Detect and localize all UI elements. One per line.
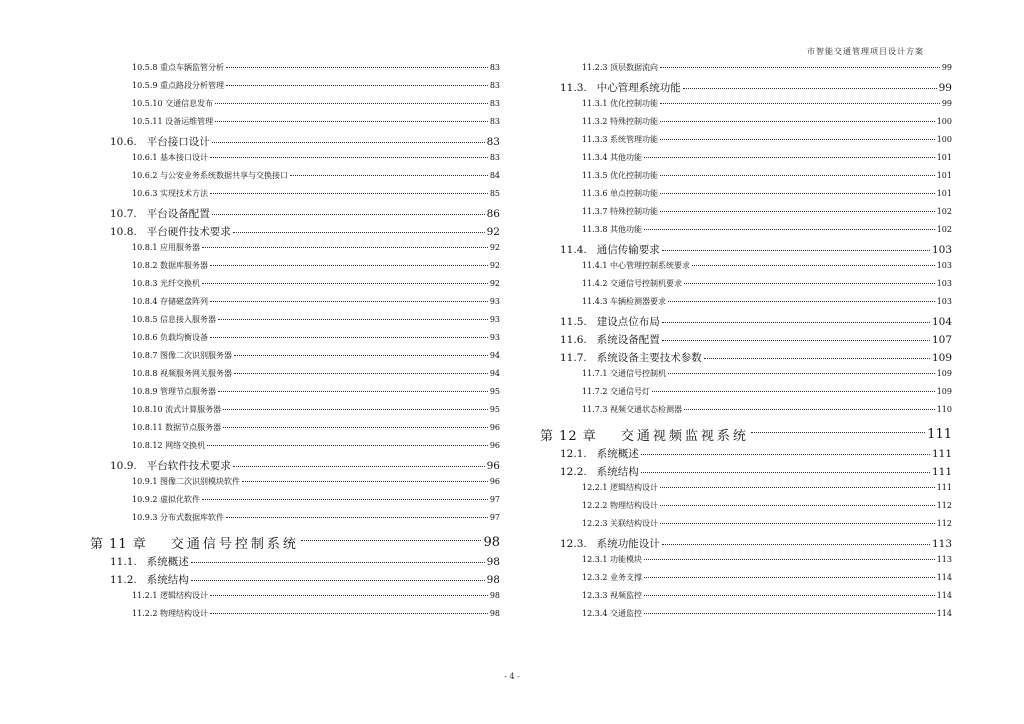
page-ref: 92 — [489, 279, 500, 288]
page-ref: 114 — [936, 609, 952, 618]
toc-subsection-entry[interactable] — [90, 242, 500, 260]
page-ref: 86 — [486, 208, 500, 220]
page-ref: 114 — [936, 573, 952, 582]
toc-subsection-entry[interactable] — [540, 482, 952, 500]
toc-subsection-entry[interactable] — [540, 572, 952, 590]
chapter-title: 交通信号控制系统 — [170, 536, 299, 552]
page-ref: 101 — [936, 189, 952, 198]
subsection-title: 10.9.2 虚拟化软件 — [132, 495, 200, 504]
section-title: 系统设备主要技术参数 — [596, 352, 702, 364]
dot-leader — [210, 337, 488, 338]
subsection-title: 12.2.2 物理结构设计 — [582, 501, 658, 510]
toc-subsection-entry[interactable] — [540, 278, 952, 296]
dot-leader — [660, 103, 940, 104]
section-title: 平台设备配置 — [146, 208, 210, 220]
page-ref: 109 — [931, 352, 952, 364]
section-title: 中心管理系统功能 — [596, 82, 681, 94]
subsection-title: 10.8.11 数据节点服务器 — [132, 423, 222, 432]
dot-leader — [644, 559, 935, 560]
dot-leader — [226, 67, 488, 68]
toc-subsection-entry[interactable] — [540, 224, 952, 242]
page-ref: 98 — [486, 574, 500, 586]
dot-leader — [652, 391, 935, 392]
subsection-title: 10.8.1 应用服务器 — [132, 243, 200, 252]
section-title: 系统结构 — [146, 574, 189, 586]
page-ref: 94 — [489, 369, 500, 378]
subsection-title: 11.3.6 单点控制功能 — [582, 189, 658, 198]
toc-subsection-entry[interactable] — [90, 98, 500, 116]
chapter-number: 第 12 章 — [540, 428, 597, 444]
page-ref: 110 — [936, 405, 952, 414]
section-title: 通信传输要求 — [596, 244, 660, 256]
dot-leader — [660, 211, 935, 212]
dot-leader — [223, 427, 488, 428]
dot-leader — [660, 139, 935, 140]
section-number: 10.6. — [110, 136, 137, 148]
toc-subsection-entry[interactable] — [90, 512, 500, 530]
document-header: 市智能交通管理项目设计方案 — [807, 47, 924, 56]
dot-leader — [233, 466, 485, 467]
dot-leader — [212, 214, 485, 215]
page-ref: 103 — [936, 261, 952, 270]
dot-leader — [226, 517, 488, 518]
subsection-title: 10.8.7 图像二次识别服务器 — [132, 351, 232, 360]
page-ref: 107 — [931, 334, 952, 346]
dot-leader — [212, 142, 485, 143]
page-ref: 113 — [931, 538, 952, 550]
dot-leader — [684, 409, 935, 410]
subsection-title: 12.3.4 交通监控 — [582, 609, 642, 618]
subsection-title: 10.8.4 存储磁盘阵列 — [132, 297, 208, 306]
toc-left-column — [90, 62, 500, 626]
dot-leader — [641, 454, 930, 455]
toc-section-entry[interactable] — [90, 572, 500, 590]
toc-subsection-entry[interactable] — [540, 98, 952, 116]
toc-subsection-entry[interactable] — [90, 440, 500, 458]
dot-leader — [191, 562, 485, 563]
toc-subsection-entry[interactable] — [90, 590, 500, 608]
subsection-title: 12.3.2 业务支撑 — [582, 573, 642, 582]
toc-subsection-entry[interactable] — [90, 404, 500, 422]
subsection-title: 11.3.8 其他功能 — [582, 225, 642, 234]
subsection-title: 12.2.1 逻辑结构设计 — [582, 483, 658, 492]
section-title: 系统功能设计 — [596, 538, 660, 550]
toc-subsection-entry[interactable] — [540, 296, 952, 314]
section-number: 10.9. — [110, 460, 137, 472]
dot-leader — [644, 577, 935, 578]
page-ref: 83 — [489, 153, 500, 162]
subsection-title: 11.7.2 交通信号灯 — [582, 387, 650, 396]
subsection-title: 10.8.5 信息接入服务器 — [132, 315, 216, 324]
toc-subsection-entry[interactable] — [540, 170, 952, 188]
toc-subsection-entry[interactable] — [540, 500, 952, 518]
dot-leader — [191, 580, 485, 581]
dot-leader — [644, 157, 935, 158]
toc-subsection-entry[interactable] — [90, 116, 500, 134]
dot-leader — [660, 175, 935, 176]
page-ref: 98 — [489, 609, 500, 618]
page-ref: 109 — [936, 369, 952, 378]
toc-subsection-entry[interactable] — [540, 386, 952, 404]
toc-subsection-entry[interactable] — [90, 476, 500, 494]
dot-leader — [218, 319, 488, 320]
subsection-title: 10.6.1 基本接口设计 — [132, 153, 208, 162]
toc-section-entry[interactable] — [540, 314, 952, 332]
page-ref: 94 — [489, 351, 500, 360]
toc-section-entry[interactable] — [90, 554, 500, 572]
toc-chapter-entry[interactable] — [540, 422, 952, 446]
section-title: 系统概述 — [146, 556, 189, 568]
dot-leader — [290, 175, 488, 176]
toc-subsection-entry[interactable] — [540, 260, 952, 278]
dot-leader — [215, 103, 488, 104]
subsection-title: 11.7.3 视频交通状态检测器 — [582, 405, 682, 414]
page-ref: 104 — [931, 316, 952, 328]
dot-leader — [226, 85, 488, 86]
dot-leader — [644, 595, 935, 596]
page-ref: 101 — [936, 171, 952, 180]
dot-leader — [215, 121, 488, 122]
toc-subsection-entry[interactable] — [540, 188, 952, 206]
subsection-title: 10.5.10 交通信息发布 — [132, 99, 214, 108]
dot-leader — [207, 445, 488, 446]
dot-leader — [662, 544, 930, 545]
section-number: 12.1. — [560, 448, 587, 460]
subsection-title: 11.3.4 其他功能 — [582, 153, 642, 162]
subsection-title: 10.8.8 视频服务网关服务器 — [132, 369, 232, 378]
subsection-title: 11.4.1 中心管理控制系统要求 — [582, 261, 690, 270]
section-number: 12.2. — [560, 466, 587, 478]
page-ref: 112 — [936, 519, 952, 528]
dot-leader — [668, 373, 935, 374]
subsection-title: 11.2.3 顶层数据流向 — [582, 63, 658, 72]
toc-section-entry[interactable] — [540, 332, 952, 350]
dot-leader — [234, 355, 488, 356]
toc-subsection-entry[interactable] — [540, 152, 952, 170]
page-ref: 83 — [489, 99, 500, 108]
section-title: 系统结构 — [596, 466, 639, 478]
page-ref: 96 — [489, 477, 500, 486]
section-number: 11.2. — [110, 574, 137, 586]
subsection-title: 10.8.9 管理节点服务器 — [132, 387, 216, 396]
toc-subsection-entry[interactable] — [90, 296, 500, 314]
toc-right-column — [540, 62, 952, 626]
page-ref: 93 — [489, 297, 500, 306]
page-ref: 93 — [489, 315, 500, 324]
subsection-title: 10.5.8 重点车辆监管分析 — [132, 63, 224, 72]
subsection-title: 10.8.3 光纤交换机 — [132, 279, 200, 288]
page-ref: 83 — [489, 81, 500, 90]
page-ref: 114 — [936, 591, 952, 600]
dot-leader — [662, 250, 930, 251]
page-ref: 92 — [489, 261, 500, 270]
page-ref: 99 — [941, 99, 952, 108]
dot-leader — [223, 409, 488, 410]
dot-leader — [660, 487, 935, 488]
toc-section-entry[interactable] — [90, 458, 500, 476]
dot-leader — [660, 67, 940, 68]
page-ref: 102 — [936, 225, 952, 234]
section-title: 建设点位布局 — [596, 316, 660, 328]
toc-subsection-entry[interactable] — [90, 422, 500, 440]
toc-subsection-entry[interactable] — [90, 152, 500, 170]
chapter-title: 交通视频监视系统 — [620, 428, 749, 444]
subsection-title: 10.8.10 流式计算服务器 — [132, 405, 222, 414]
toc-subsection-entry[interactable] — [90, 350, 500, 368]
dot-leader — [202, 247, 488, 248]
toc-subsection-entry[interactable] — [540, 554, 952, 572]
toc-subsection-entry[interactable] — [90, 368, 500, 386]
subsection-title: 10.5.9 重点路段分析管理 — [132, 81, 224, 90]
dot-leader — [234, 373, 488, 374]
dot-leader — [704, 358, 930, 359]
dot-leader — [660, 523, 935, 524]
section-number: 11.6. — [560, 334, 587, 346]
toc-section-entry[interactable] — [540, 446, 952, 464]
toc-section-entry[interactable] — [540, 350, 952, 368]
section-title: 平台软件技术要求 — [146, 460, 231, 472]
subsection-title: 10.6.3 实现技术方法 — [132, 189, 208, 198]
toc-subsection-entry[interactable] — [540, 62, 952, 80]
subsection-title: 11.7.1 交通信号控制机 — [582, 369, 666, 378]
subsection-title: 12.3.3 视频监控 — [582, 591, 642, 600]
section-number: 10.8. — [110, 226, 137, 238]
toc-subsection-entry[interactable] — [540, 590, 952, 608]
page-ref: 103 — [936, 279, 952, 288]
subsection-title: 10.8.6 负载均衡设备 — [132, 333, 208, 342]
dot-leader — [660, 193, 935, 194]
page-ref: 113 — [936, 555, 952, 564]
toc-subsection-entry[interactable] — [540, 116, 952, 134]
section-title: 系统设备配置 — [596, 334, 660, 346]
dot-leader — [210, 193, 488, 194]
page-ref: 103 — [936, 297, 952, 306]
page-ref: 100 — [936, 135, 952, 144]
page-ref: 92 — [486, 226, 500, 238]
page-ref: 83 — [486, 136, 500, 148]
toc-subsection-entry[interactable] — [90, 260, 500, 278]
dot-leader — [692, 265, 935, 266]
toc-section-entry[interactable] — [540, 464, 952, 482]
dot-leader — [668, 301, 935, 302]
toc-subsection-entry[interactable] — [90, 62, 500, 80]
toc-subsection-entry[interactable] — [90, 314, 500, 332]
toc-subsection-entry[interactable] — [540, 404, 952, 422]
subsection-title: 11.3.5 优化控制功能 — [582, 171, 658, 180]
page-ref: 95 — [489, 387, 500, 396]
dot-leader — [662, 340, 930, 341]
dot-leader — [644, 613, 935, 614]
subsection-title: 10.5.11 设备运维管理 — [132, 117, 214, 126]
subsection-title: 10.9.1 图像二次识别模块软件 — [132, 477, 240, 486]
dot-leader — [751, 432, 925, 433]
subsection-title: 11.2.2 物理结构设计 — [132, 609, 208, 618]
page-ref: 99 — [941, 63, 952, 72]
toc-subsection-entry[interactable] — [90, 188, 500, 206]
page-ref: 98 — [483, 534, 500, 550]
page-ref: 96 — [489, 423, 500, 432]
toc-subsection-entry[interactable] — [540, 206, 952, 224]
toc-subsection-entry[interactable] — [90, 278, 500, 296]
toc-section-entry[interactable] — [540, 242, 952, 260]
page-ref: 96 — [486, 460, 500, 472]
toc-subsection-entry[interactable] — [90, 170, 500, 188]
dot-leader — [684, 283, 935, 284]
subsection-title: 10.8.12 网络交换机 — [132, 441, 206, 450]
page-ref: 93 — [489, 333, 500, 342]
page-number: - 4 - — [504, 672, 520, 681]
section-number: 11.1. — [110, 556, 137, 568]
page-ref: 92 — [489, 243, 500, 252]
toc-subsection-entry[interactable] — [90, 332, 500, 350]
page-ref: 98 — [489, 591, 500, 600]
subsection-title: 11.2.1 逻辑结构设计 — [132, 591, 208, 600]
dot-leader — [210, 301, 488, 302]
dot-leader — [202, 283, 488, 284]
dot-leader — [210, 613, 488, 614]
page-ref: 112 — [936, 501, 952, 510]
dot-leader — [660, 505, 935, 506]
toc-section-entry[interactable] — [90, 206, 500, 224]
section-number: 11.3. — [560, 82, 587, 94]
toc-subsection-entry[interactable] — [90, 608, 500, 626]
section-title: 系统概述 — [596, 448, 639, 460]
page-ref: 96 — [489, 441, 500, 450]
page-ref: 111 — [931, 448, 952, 460]
page-ref: 84 — [489, 171, 500, 180]
subsection-title: 11.3.2 特殊控制功能 — [582, 117, 658, 126]
dot-leader — [233, 232, 485, 233]
subsection-title: 12.3.1 功能模块 — [582, 555, 642, 564]
page-ref: 111 — [927, 426, 952, 442]
page-ref: 85 — [489, 189, 500, 198]
section-number: 10.7. — [110, 208, 137, 220]
page-ref: 83 — [489, 117, 500, 126]
dot-leader — [641, 472, 930, 473]
dot-leader — [202, 499, 488, 500]
dot-leader — [210, 157, 488, 158]
toc-section-entry[interactable] — [90, 134, 500, 152]
dot-leader — [218, 391, 488, 392]
toc-subsection-entry[interactable] — [90, 494, 500, 512]
page-ref: 111 — [931, 466, 952, 478]
page-ref: 83 — [489, 63, 500, 72]
page-ref: 101 — [936, 153, 952, 162]
section-title: 平台硬件技术要求 — [146, 226, 231, 238]
dot-leader — [301, 540, 482, 541]
page-ref: 99 — [938, 82, 952, 94]
page-ref: 102 — [936, 207, 952, 216]
section-title: 平台接口设计 — [146, 136, 210, 148]
section-number: 11.4. — [560, 244, 587, 256]
page-ref: 109 — [936, 387, 952, 396]
subsection-title: 11.4.3 车辆检测器要求 — [582, 297, 666, 306]
subsection-title: 10.6.2 与公安业务系统数据共享与交换接口 — [132, 171, 288, 180]
page-ref: 98 — [486, 556, 500, 568]
section-number: 12.3. — [560, 538, 587, 550]
dot-leader — [210, 265, 488, 266]
subsection-title: 11.4.2 交通信号控制机要求 — [582, 279, 682, 288]
page-ref: 97 — [489, 513, 500, 522]
subsection-title: 12.2.3 关联结构设计 — [582, 519, 658, 528]
dot-leader — [242, 481, 488, 482]
toc-subsection-entry[interactable] — [540, 608, 952, 626]
toc-subsection-entry[interactable] — [540, 518, 952, 536]
page-ref: 97 — [489, 495, 500, 504]
chapter-number: 第 11 章 — [90, 536, 147, 552]
section-number: 11.5. — [560, 316, 587, 328]
page-ref: 95 — [489, 405, 500, 414]
dot-leader — [644, 229, 935, 230]
page-ref: 100 — [936, 117, 952, 126]
toc-subsection-entry[interactable] — [540, 368, 952, 386]
toc-chapter-entry[interactable] — [90, 530, 500, 554]
dot-leader — [683, 88, 937, 89]
subsection-title: 10.8.2 数据库服务器 — [132, 261, 208, 270]
toc-subsection-entry[interactable] — [90, 80, 500, 98]
dot-leader — [662, 322, 930, 323]
toc-subsection-entry[interactable] — [90, 386, 500, 404]
subsection-title: 10.9.3 分布式数据库软件 — [132, 513, 224, 522]
dot-leader — [660, 121, 935, 122]
dot-leader — [210, 595, 488, 596]
subsection-title: 11.3.1 优化控制功能 — [582, 99, 658, 108]
page-ref: 103 — [931, 244, 952, 256]
page-ref: 111 — [936, 483, 952, 492]
toc-section-entry[interactable] — [540, 536, 952, 554]
subsection-title: 11.3.3 系统管理功能 — [582, 135, 658, 144]
toc-section-entry[interactable] — [90, 224, 500, 242]
section-number: 11.7. — [560, 352, 587, 364]
toc-subsection-entry[interactable] — [540, 134, 952, 152]
subsection-title: 11.3.7 特殊控制功能 — [582, 207, 658, 216]
toc-section-entry[interactable] — [540, 80, 952, 98]
